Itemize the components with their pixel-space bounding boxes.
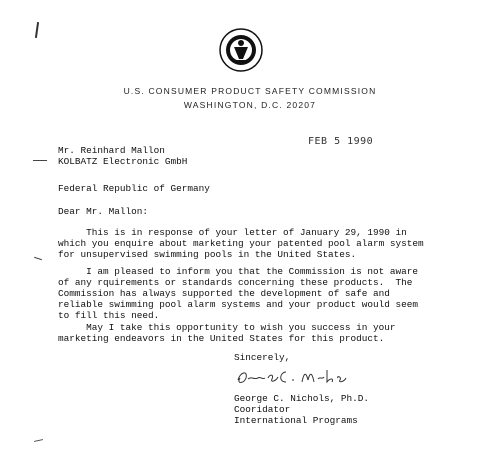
paragraph: May I take this opportunity to wish you success in your marketing endeavors in the United States for this product. (58, 322, 396, 344)
cpsc-seal-icon (219, 28, 263, 72)
recipient-company: KOLBATZ Electronic GmbH (58, 156, 188, 167)
closing: Sincerely, (234, 352, 291, 363)
paragraph: This is in response of your letter of January 29, 1990 in which you enquire about marketing your patented pool alarm system for unsupervised swimming pools in the United States. (58, 227, 424, 260)
handwritten-signature (232, 366, 352, 388)
date-stamp: FEB 5 1990 (308, 136, 374, 147)
recipient-country: Federal Republic of Germany (58, 183, 210, 194)
margin-mark (34, 439, 43, 442)
paragraph: I am pleased to inform you that the Commission is not aware of any rquirements or standards concerning these products. The Commission has always supported the development of safe and reliable swimming pool alarm systems and your product would seem to fill this need. (58, 266, 419, 321)
agency-city: WASHINGTON, D.C. 20207 (183, 100, 317, 110)
signer-department: International Programs (234, 415, 358, 426)
agency-name: U.S. CONSUMER PRODUCT SAFETY COMMISSION (123, 86, 377, 96)
margin-mark (35, 22, 39, 38)
signer-title: Cooridator (234, 404, 291, 415)
margin-mark (33, 160, 47, 161)
margin-mark (34, 257, 42, 260)
recipient-name: Mr. Reinhard Mallon (58, 145, 165, 156)
salutation: Dear Mr. Mallon: (58, 206, 149, 217)
signer-name: George C. Nichols, Ph.D. (234, 393, 370, 404)
